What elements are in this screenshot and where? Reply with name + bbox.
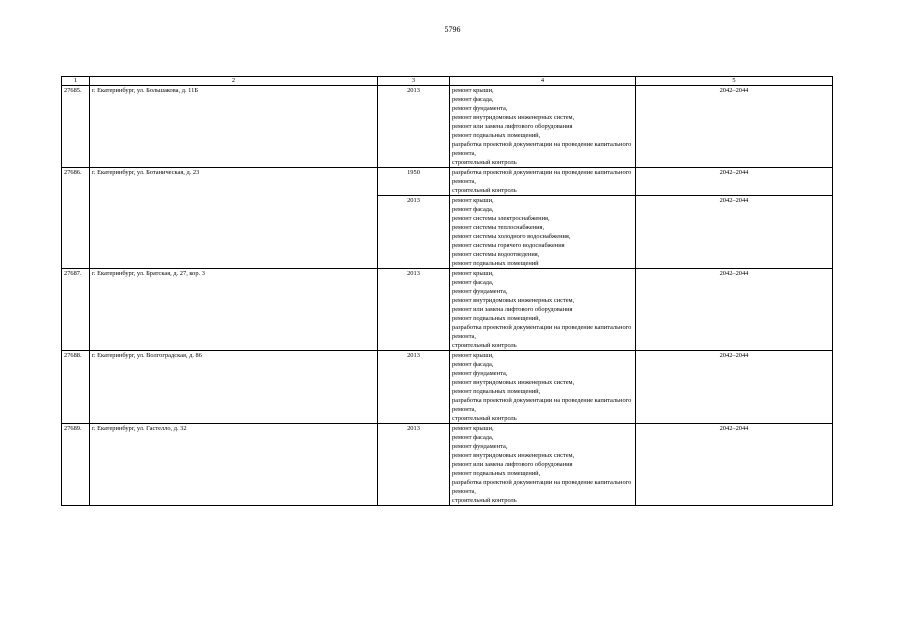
- table-row: [62, 168, 833, 196]
- year-cell: 2013: [378, 424, 450, 506]
- page-number: 5796: [444, 25, 461, 34]
- address-cell: г. Екатеринбург, ул. Гастелло, д. 32: [90, 424, 378, 506]
- term-cell: 2042–2044: [636, 196, 833, 269]
- column-header: 1: [62, 77, 90, 86]
- column-header: 4: [450, 77, 636, 86]
- header-row: [62, 77, 833, 86]
- address-cell: г. Екатеринбург, ул. Ботаническая, д. 23: [90, 168, 378, 269]
- row-number: 27686.: [62, 168, 90, 269]
- table-row: [62, 424, 833, 506]
- works-cell: ремонт крыши, ремонт фасада, ремонт фундамента, ремонт внутридомовых инженерных систем, ремонт или замена лифтового оборудования ремонт подвальных помещений, разработка проектной документации на проведение капитального ремонта, строительный контроль: [450, 86, 636, 168]
- year-cell: 1950: [378, 168, 450, 196]
- row-number: 27688.: [62, 351, 90, 424]
- term-cell: 2042–2044: [636, 86, 833, 168]
- year-cell: 2013: [378, 351, 450, 424]
- term-cell: 2042–2044: [636, 269, 833, 351]
- column-header: 5: [636, 77, 833, 86]
- year-cell: 2013: [378, 86, 450, 168]
- address-cell: г. Екатеринбург, ул. Волгоградская, д. 86: [90, 351, 378, 424]
- works-cell: ремонт крыши, ремонт фасада, ремонт фундамента, ремонт внутридомовых инженерных систем, ремонт или замена лифтового оборудования ремонт подвальных помещений, разработка проектной документации на проведение капитального ремонта, строительный контроль: [450, 269, 636, 351]
- year-cell: 2013: [378, 269, 450, 351]
- works-cell: ремонт крыши, ремонт фасада, ремонт фундамента, ремонт внутридомовых инженерных систем, ремонт подвальных помещений, разработка проектной документации на проведение капитального ремонта, строительный контроль: [450, 351, 636, 424]
- column-header: 3: [378, 77, 450, 86]
- row-number: 27689.: [62, 424, 90, 506]
- column-header: 2: [90, 77, 378, 86]
- works-cell: ремонт крыши, ремонт фасада, ремонт системы электроснабжения, ремонт системы теплоснабжения, ремонт системы холодного водоснабжения, ремонт системы горячего водоснабжения ремонт системы водоотведения, ремонт подвальных помещений: [450, 196, 636, 269]
- table-row: [62, 351, 833, 424]
- address-cell: г. Екатеринбург, ул. Братская, д. 27, кор. 3: [90, 269, 378, 351]
- row-number: 27687.: [62, 269, 90, 351]
- term-cell: 2042–2044: [636, 351, 833, 424]
- capital-repair-table: [61, 76, 833, 506]
- table-row: [62, 86, 833, 168]
- works-cell: разработка проектной документации на проведение капитального ремонта, строительный контроль: [450, 168, 636, 196]
- address-cell: г. Екатеринбург, ул. Большакова, д. 11Б: [90, 86, 378, 168]
- term-cell: 2042–2044: [636, 424, 833, 506]
- term-cell: 2042–2044: [636, 168, 833, 196]
- table-row: [62, 269, 833, 351]
- works-cell: ремонт крыши, ремонт фасада, ремонт фундамента, ремонт внутридомовых инженерных систем, ремонт или замена лифтового оборудования ремонт подвальных помещений, разработка проектной документации на проведение капитального ремонта, строительный контроль: [450, 424, 636, 506]
- row-number: 27685.: [62, 86, 90, 168]
- year-cell: 2013: [378, 196, 450, 269]
